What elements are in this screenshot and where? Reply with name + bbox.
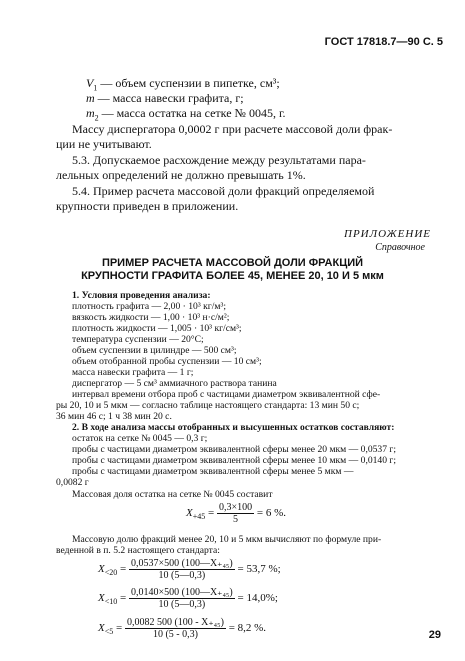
- formula-under-5: $X_{<5}$ = $\frac{\text{0,0082 500 (100 - X₊₄₅)}}{10 (5 - 0,3)}$ = 8,2 %.: [98, 617, 267, 640]
- definition-text: — масса остатка на сетке № 0045, г.: [98, 106, 286, 120]
- formula-denominator: 10 (5—0,3): [158, 599, 206, 610]
- formula-result: = 6 %.: [256, 507, 286, 520]
- definition-text: — масса навески графита, г;: [94, 91, 244, 105]
- condition-item: плотность жидкости — 1,005 · 10³ кг/см³;: [72, 323, 242, 334]
- definition-symbol: m: [86, 106, 95, 120]
- paragraph-line: 5.3. Допускаемое расхождение между результатами пара-: [72, 153, 366, 167]
- appendix-note: Справочное: [375, 242, 425, 253]
- formula-lhs: X: [186, 507, 193, 520]
- example-title-line1: ПРИМЕР РАСЧЕТА МАССОВОЙ ДОЛИ ФРАКЦИЙ: [101, 257, 364, 269]
- paragraph-line: 5.4. Пример расчета массовой доли фракций определяемой: [72, 184, 375, 198]
- formula-fraction: [125, 617, 226, 640]
- formula-residue: $X_{+45}$ = $\frac{0,3\times 100}{5}$ = 6 %.: [186, 502, 286, 525]
- formula-subscript: <5: [104, 627, 114, 637]
- paragraph-line: лельных определений не должно превышать 1%.: [56, 168, 306, 182]
- formula-fraction: [217, 502, 254, 525]
- formula-denominator: 5: [233, 514, 239, 525]
- mass-item: остаток на сетке № 0045 — 0,3 г;: [72, 433, 208, 444]
- interval-line: интервал времени отбора проб с частицами диаметром эквивалентной сфе-: [72, 389, 381, 400]
- condition-item: масса навески графита — 1 г;: [72, 367, 194, 378]
- condition-item: температура суспензии — 20°С;: [72, 334, 204, 345]
- formula-lhs: X: [98, 592, 105, 605]
- condition-item: объем суспензии в цилиндре — 500 см³;: [72, 345, 237, 356]
- formula-intro-line: веденной в п. 5.2 настоящего стандарта:: [56, 545, 220, 556]
- formula-denominator: 10 (5—0,3): [158, 570, 206, 581]
- definition-text: — объем суспензии в пипетке, см³;: [97, 76, 280, 90]
- formula-subscript: +45: [192, 512, 206, 522]
- example-title-line2: КРУПНОСТИ ГРАФИТА БОЛЕЕ 45, МЕНЕЕ 20, 10 И 5 мкм: [81, 270, 384, 282]
- conditions-heading: 1. Условия проведения анализа:: [72, 290, 211, 301]
- paragraph-line: крупности приведен в приложении.: [56, 199, 239, 213]
- formula-result: = 14,0%;: [237, 592, 278, 605]
- formula-result: = 8,2 %.: [228, 622, 267, 635]
- formula-under-10: $X_{<10}$ = $\frac{\text{0,0140×500 (100—X₊₄₅)}}{10 (5—0,3)}$ = 14,0%;: [98, 587, 278, 610]
- formula-denominator: 10 (5 - 0,3): [152, 629, 198, 640]
- paragraph-line: ции не учитывают.: [56, 137, 152, 151]
- page-number: 29: [428, 629, 441, 641]
- definition-subscript: 2: [94, 113, 99, 123]
- mass-item: 0,0082 г: [56, 477, 89, 488]
- mass-item: пробы с частицами диаметром эквивалентной сферы менее 10 мкм — 0,0140 г;: [72, 455, 397, 466]
- formula-numerator: 0,0082 500 (100 - X₊₄₅): [126, 617, 224, 628]
- interval-line: ры 20, 10 и 5 мкм — согласно таблице настоящего стандарта: 13 мин 50 с;: [56, 400, 360, 411]
- paragraph-line: Массу диспергатора 0,0002 г при расчете массовой доли фрак-: [72, 122, 393, 136]
- definition-subscript: 1: [93, 83, 98, 93]
- formula-lhs: X: [98, 563, 105, 576]
- formula-subscript: <10: [104, 597, 118, 607]
- formula-under-20: $X_{<20}$ = $\frac{\text{0,0537×500 (100—X₊₄₅)}}{10 (5—0,3)}$ = 53,7 %;: [98, 558, 281, 581]
- condition-item: вязкость жидкости — 1,00 · 10³ н·с/м²;: [72, 312, 230, 323]
- formula-numerator: 0,3×100: [218, 502, 253, 513]
- mass-item: пробы с частицами диаметром эквивалентной сферы менее 5 мкм —: [72, 466, 354, 477]
- appendix-label: ПРИЛОЖЕНИЕ: [344, 228, 431, 240]
- formula-subscript: <20: [104, 568, 118, 578]
- formula-fraction: [129, 558, 235, 581]
- mass-item: пробы с частицами диаметром эквивалентной сферы менее 20 мкм — 0,0537 г;: [72, 444, 397, 455]
- condition-item: диспергатор — 5 см³ аммиачного раствора танина: [72, 378, 277, 389]
- condition-item: объем отобранной пробы суспензии — 10 см³;: [72, 356, 262, 367]
- interval-line: 36 мин 46 с; 1 ч 38 мин 20 с.: [56, 411, 172, 422]
- formula-numerator: 0,0140×500 (100—X₊₄₅): [130, 587, 233, 598]
- definition-symbol: m: [86, 91, 95, 105]
- definition-symbol: V: [86, 76, 94, 90]
- formula-lhs: X: [98, 622, 105, 635]
- residue-text: Массовая доля остатка на сетке № 0045 составит: [72, 489, 273, 500]
- formula-numerator: 0,0537×500 (100—X₊₄₅): [130, 558, 233, 569]
- formula-fraction: [129, 587, 235, 610]
- formula-result: = 53,7 %;: [237, 563, 281, 576]
- condition-item: плотность графита — 2,00 · 10³ кг/м³;: [72, 301, 227, 312]
- masses-heading: 2. В ходе анализа массы отобранных и высушенных остатков составляют:: [72, 422, 395, 433]
- page-header: ГОСТ 17818.7—90 С. 5: [324, 36, 443, 48]
- formula-intro-line: Массовую долю фракций менее 20, 10 и 5 мкм вычисляют по формуле при-: [72, 534, 382, 545]
